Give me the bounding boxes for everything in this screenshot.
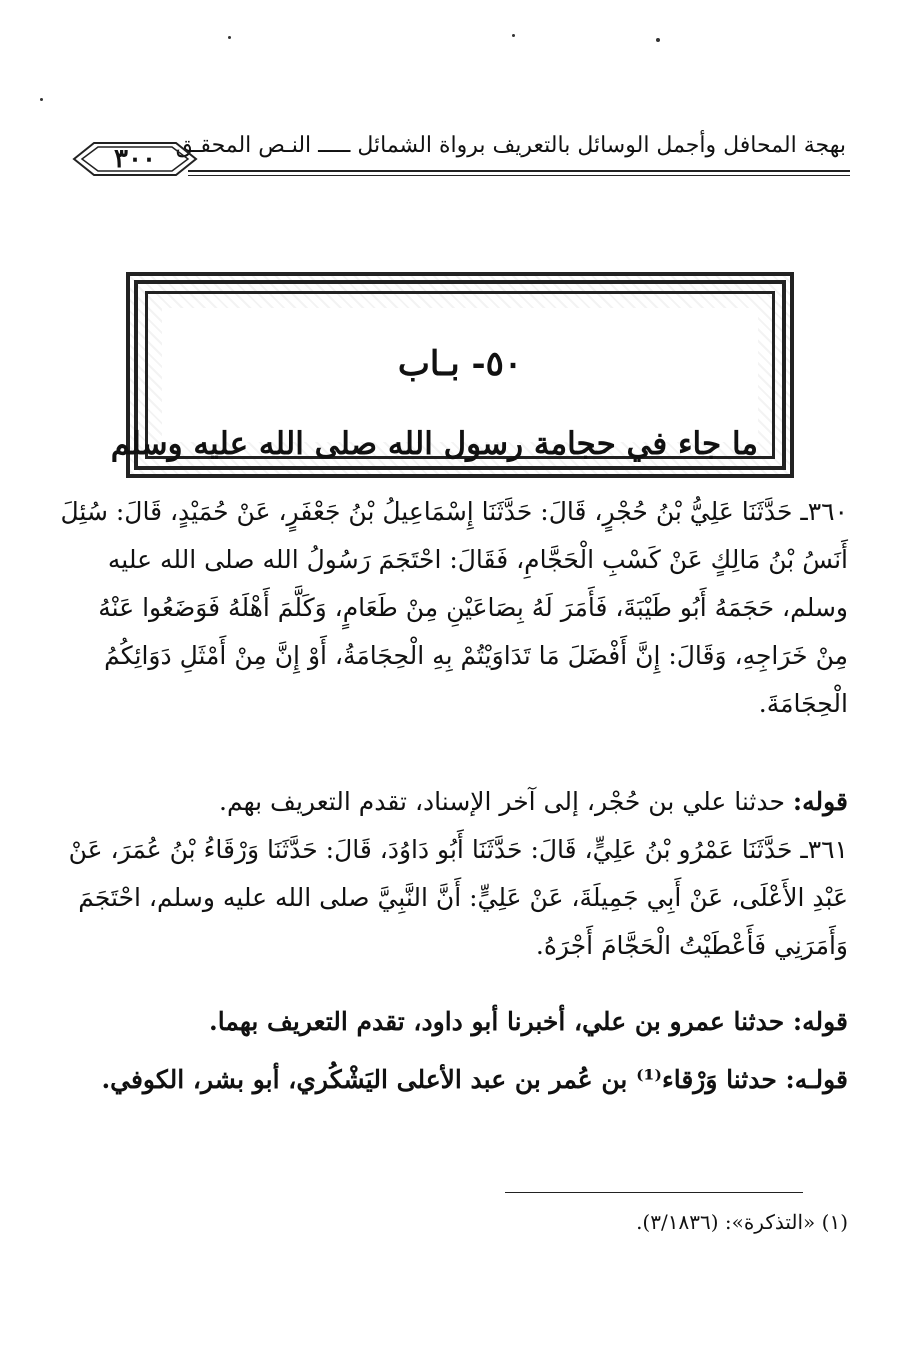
header-rule — [188, 170, 850, 176]
chapter-heading-panel — [110, 308, 758, 462]
running-title: بهجة المحافل وأجمل الوسائل بالتعريف برواة الشمائل ـــــ النـص المحقـق — [175, 133, 846, 158]
scan-speck — [40, 98, 43, 101]
footnote-rule — [505, 1192, 803, 1193]
hadith-360 — [60, 488, 848, 728]
page-number-badge — [70, 140, 200, 178]
hadith-361-text: ٣٦١ـ حَدَّثَنَا عَمْرُو بْنُ عَلِيٍّ، قَالَ: حَدَّثَنَا أَبُو دَاوُدَ، قَالَ: حَدَّثَنَا وَرْقَاءُ بْنُ عُمَرَ، عَنْ عَبْدِ الأَعْلَى، عَنْ أَبِي جَمِيلَةَ، عَنْ عَلِيٍّ: أَنَّ النَّبِيَّ صلى الله عليه وسلم، احْتَجَمَ وَأَمَرَنِي فَأَعْطَيْتُ الْحَجَّامَ أَجْرَهُ. — [68, 835, 848, 960]
commentary-label: قوله: — [792, 1007, 848, 1036]
chapter-number: ٥٠- بـاب — [397, 344, 523, 384]
chapter-title: ما جاء في حجامة رسول الله صلى الله عليه وسلم — [110, 426, 758, 462]
commentary-1 — [60, 778, 848, 826]
commentary-label: قوله: — [792, 787, 848, 816]
commentary-3 — [60, 1056, 848, 1104]
scan-speck — [228, 36, 231, 39]
hadith-360-text: ٣٦٠ـ حَدَّثَنَا عَلِيُّ بْنُ حُجْرٍ، قَالَ: حَدَّثَنَا إِسْمَاعِيلُ بْنُ جَعْفَرٍ، عَنْ حُمَيْدٍ، قَالَ: سُئِلَ أَنَسُ بْنُ مَالِكٍ عَنْ كَسْبِ الْحَجَّامِ، فَقَالَ: احْتَجَمَ رَسُولُ الله صلى الله عليه وسلم، حَجَمَهُ أَبُو طَيْبَةَ، فَأَمَرَ لَهُ بِصَاعَيْنِ مِنْ طَعَامٍ، وَكَلَّمَ أَهْلَهُ فَوَضَعُوا عَنْهُ مِنْ خَرَاجِهِ، وَقَالَ: إِنَّ أَفْضَلَ مَا تَدَاوَيْتُمْ بِهِ الْحِجَامَةُ، أَوْ إِنَّ مِنْ أَمْثَلِ دَوَائِكُمُ الْحِجَامَةَ. — [60, 497, 848, 718]
commentary-2 — [60, 998, 848, 1046]
scan-speck — [512, 34, 515, 37]
footnote: (١) «التذكرة»: (٣/١٨٣٦). — [636, 1210, 848, 1234]
chapter-heading-frame — [110, 272, 794, 478]
commentary-text: حدثنا وَرْقاء⁽¹⁾ بن عُمر بن عبد الأعلى اليَشْكُري، أبو بشر، الكوفي. — [101, 1065, 777, 1094]
commentary-label: قولـه: — [785, 1065, 848, 1094]
page-number: ٣٠٠ — [114, 144, 156, 174]
commentary-text: حدثنا عمرو بن علي، أخبرنا أبو داود، تقدم التعريف بهما. — [209, 1007, 785, 1036]
hadith-361 — [60, 826, 848, 970]
scan-speck — [656, 38, 660, 42]
commentary-text: حدثنا علي بن حُجْر، إلى آخر الإسناد، تقدم التعريف بهم. — [219, 787, 785, 816]
